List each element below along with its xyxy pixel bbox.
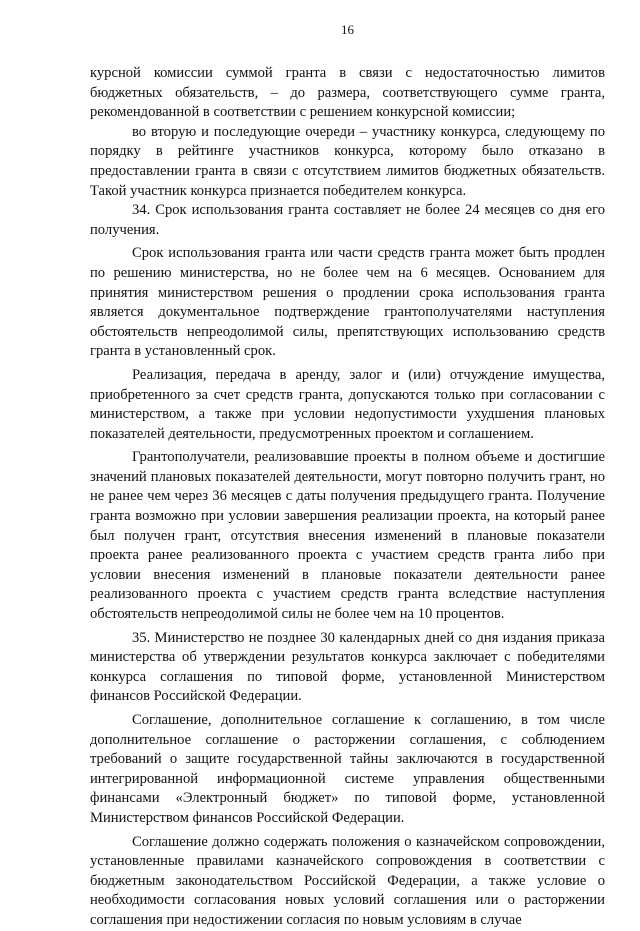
page-number: 16 [341,22,354,37]
paragraph: 34. Срок использования гранта составляет не более 24 месяцев со дня его получения. [90,202,605,238]
paragraph: курсной комиссии суммой гранта в связи с недостаточностью лимитов бюджетных обязательств, – до размера, соответствующего сумме гранта, рекомендованной в соответствии с решением конкурсной комиссии; [90,65,605,121]
paragraph: во вторую и последующие очереди – участнику конкурса, следующему по порядку в рейтинге участников конкурса, которому было отказано в предоставлении гранта в связи с отсутствием лимитов бюджетных обязательств. Такой участник конкурса признается победителем конкурса. [90,123,605,199]
paragraph: Соглашение, дополнительное соглашение к соглашению, в том числе дополнительное соглашение о расторжении соглашения, с соблюдением требований о защите государственной тайны заключаются в государственной интегрированной информационной системе управления общественными финансами «Электронный бюджет» по типовой форме, установленной Министерством финансов Российской Федерации. [90,712,605,826]
paragraph: Грантополучатели, реализовавшие проекты в полном объеме и достигшие значений плановых показателей деятельности, могут повторно получить грант, но не ранее чем через 36 месяцев с даты получения предыдущего гранта. Получение гранта возможно при условии завершения реализации проекта, на который ранее был получен грант, отсутствия внесения изменений в плановые показатели проекта ранее реализованного проекта с участием средств гранта либо при условии внесения изменений в плановые показатели деятельности ранее реализованного проекта с участием средств гранта вследствие наступления обстоятельств непреодолимой силы не более чем на 10 процентов. [90,449,605,623]
paragraph: Срок использования гранта или части средств гранта может быть продлен по решению министерства, но не более чем на 6 месяцев. Основанием для принятия министерством решения о продлении срока использования гранта является документальное подтверждение грантополучателями наступления обстоятельств непреодолимой силы, препятствующих использованию средств гранта в установленный срок. [90,245,605,360]
paragraph: 35. Министерство не позднее 30 календарных дней со дня издания приказа министерства об утверждении результатов конкурса заключает с победителями конкурса соглашения по типовой форме, установленной Министерством финансов Российской Федерации. [90,629,605,705]
document-body [90,64,605,931]
paragraph: Реализация, передача в аренду, залог и (или) отчуждение имущества, приобретенного за счет средств гранта, допускаются только при согласовании с министерством, а также при условии недопустимости ухудшения плановых показателей деятельности, предусмотренных проектом и соглашением. [90,366,605,442]
paragraph: Соглашение должно содержать положения о казначейском сопровождении, установленные правилами казначейского сопровождения в соответствии с бюджетным законодательством Российской Федерации, а также условие о необходимости согласования новых условий соглашения или о расторжении соглашения при недостижении согласия по новым условиям в случае [90,833,605,928]
